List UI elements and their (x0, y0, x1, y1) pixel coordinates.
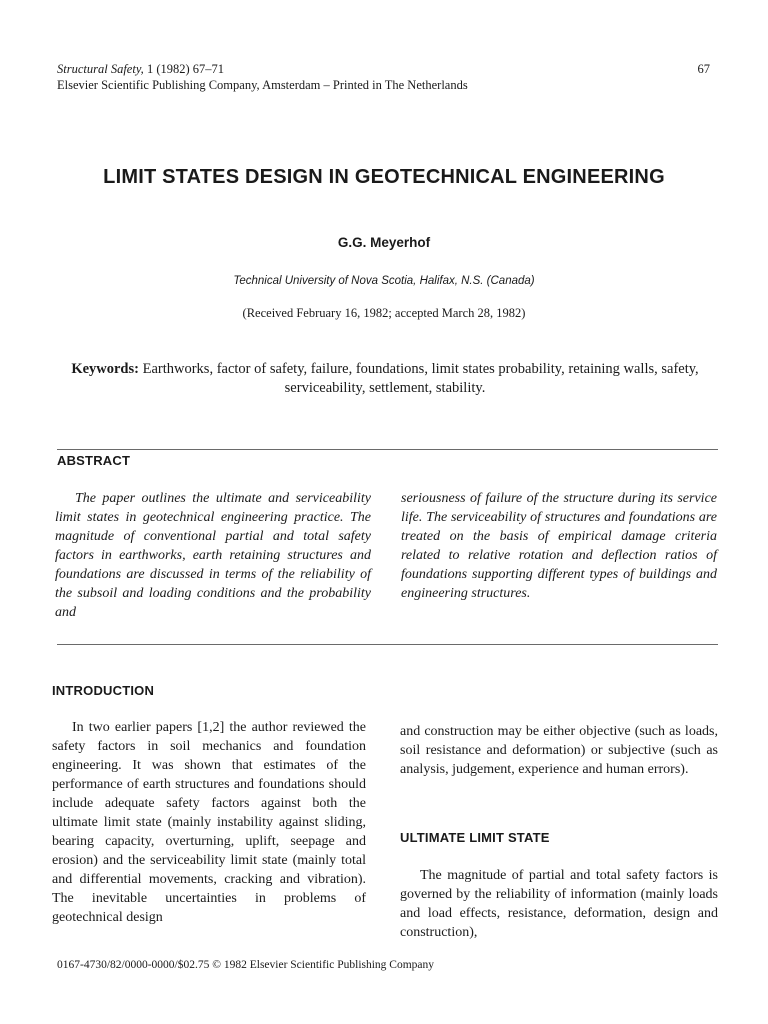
keywords (60, 360, 710, 398)
introduction-left-column (52, 718, 366, 927)
copyright-footer: 0167-4730/82/0000-0000/$02.75 © 1982 Elsevier Scientific Publishing Company (57, 959, 435, 971)
abstract-left-column (55, 489, 371, 622)
journal-name: Structural Safety, (57, 62, 144, 76)
author-affiliation: Technical University of Nova Scotia, Halifax, N.S. (Canada) (233, 275, 535, 287)
keywords-label: Keywords: (71, 361, 139, 377)
abstract-paragraph-right: seriousness of failure of the structure during its service life. The serviceability of structures and foundations are treated on the basis of empirical damage criteria related to relative rotation and deflection ratios of foundations supporting different types of buildings and engineering structures. (401, 491, 717, 601)
introduction-paragraph-right: and construction may be either objective (such as loads, soil resistance and deformation) or subjective (such as analysis, judgement, experience and human errors). (400, 724, 718, 777)
author-name: G.G. Meyerhof (337, 235, 431, 250)
abstract-bottom-divider (57, 644, 718, 645)
article-title: LIMIT STATES DESIGN IN GEOTECHNICAL ENGINEERING (103, 166, 665, 188)
page-number: 67 (697, 62, 710, 76)
ultimate-limit-state-heading: ULTIMATE LIMIT STATE (400, 830, 550, 845)
ultimate-limit-state-paragraph: The magnitude of partial and total safety factors is governed by the reliability of information (mainly loads and load effects, resistance, deformation, design and construction), (400, 868, 718, 940)
introduction-paragraph-left: In two earlier papers [1,2] the author reviewed the safety factors in soil mechanics and foundation engineering. It was shown that estimates of the performance of earth structures and foundations should include adequate safety factors against both the ultimate limit state (mainly instability against sliding, bearing capacity, overturning, uplift, seepage and erosion) and the serviceability limit state (mainly total and differential movements, cracking and vibration). The inevitable uncertainties in problems of geotechnical design (52, 720, 366, 925)
keywords-text: Earthworks, factor of safety, failure, foundations, limit states probability, retaining walls, safety, serviceability, settlement, stability. (138, 361, 699, 396)
introduction-heading: INTRODUCTION (52, 683, 155, 698)
journal-citation-line (57, 61, 657, 77)
introduction-right-column (400, 722, 718, 779)
abstract-right-column (401, 489, 717, 603)
abstract-top-divider (57, 449, 718, 450)
abstract-paragraph-left: The paper outlines the ultimate and serviceability limit states in geotechnical engineering practice. The magnitude of conventional partial and total safety factors in earthworks, earth retaining structures and foundations are discussed in terms of the reliability of the subsoil and loading conditions and the probability and (55, 491, 371, 620)
received-dates: (Received February 16, 1982; accepted March 28, 1982) (242, 306, 526, 320)
abstract-heading: ABSTRACT (57, 453, 131, 468)
journal-citation (57, 61, 657, 93)
journal-issue: 1 (1982) 67–71 (143, 62, 225, 76)
publisher-line: Elsevier Scientific Publishing Company, Amsterdam – Printed in The Netherlands (57, 78, 468, 92)
ultimate-limit-state-column (400, 866, 718, 942)
